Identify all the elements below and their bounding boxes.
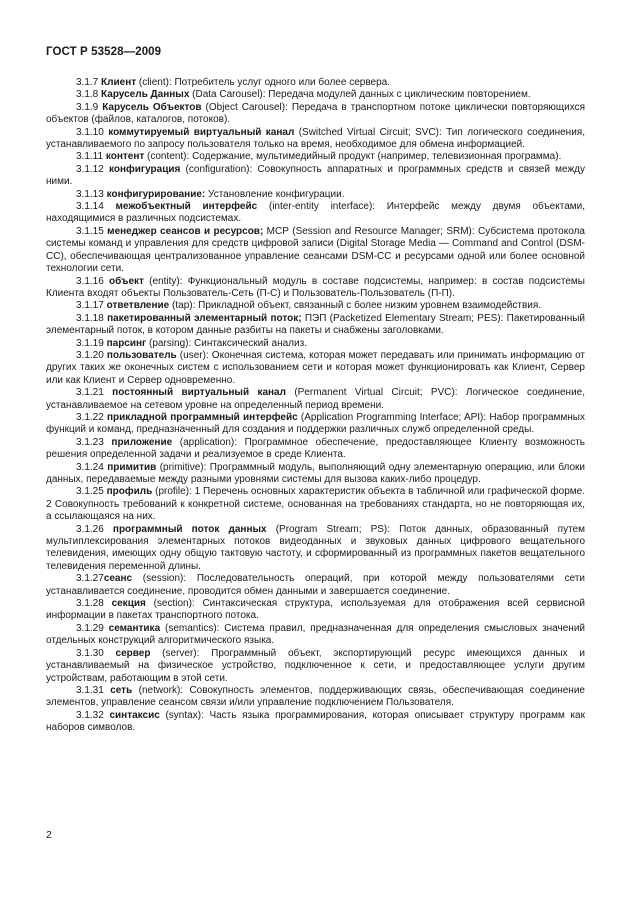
term-name: менеджер сеансов и ресурсов; [107,225,264,237]
term-entry [46,524,585,574]
term-number: 3.1.11 [76,151,106,163]
term-number: 3.1.28 [76,598,112,610]
term-name: примитив [107,461,157,473]
term-number: 3.1.25 [76,486,107,498]
term-entry [46,151,585,163]
term-entry [46,462,585,487]
term-name: Карусель Данных [101,89,190,101]
term-definition: (entity): Функциональный модуль в составе подсистемы, например: в состав подсистемы Клиента входят объекты Пользователь-Сеть (П-С) и Пользователь-Пользователь (П-П). [46,275,585,299]
term-definition: Установление конфигурации. [205,188,345,200]
term-name: контент [105,151,145,163]
term-number: 3.1.30 [76,647,116,659]
term-name: программный поток данных [112,523,267,535]
term-entry [46,486,585,523]
term-number: 3.1.22 [76,411,108,423]
term-number: 3.1.26 [76,523,113,535]
term-name: секция [111,598,146,610]
term-entry [46,350,585,387]
term-name: синтаксис [109,709,160,721]
term-name: пользователь [106,349,177,361]
term-number: 3.1.32 [76,709,110,721]
term-name: приложение [111,436,173,448]
term-entry [46,189,585,201]
term-name: сервер [115,647,151,659]
term-definition: (Data Carousel): Передача модулей данных с циклическим повторением. [189,89,531,101]
term-definition: (content): Содержание, мультимедийный продукт (например, телевизионная программа). [144,151,562,163]
term-entry [46,437,585,462]
term-definition: МСР (Session and Resource Manager; SRM): Субсистема протокола системы команд и управления для средств цифровой записи (Digital Storage Media — Command and Control (DSM-CC), обеспечивающая централизованное управление сеансами DSM-CC и ресурсами одной или более основной технологии сети. [46,225,585,275]
term-number: 3.1.7 [76,77,102,88]
term-entry [46,127,585,152]
term-number: 3.1.23 [76,436,112,448]
term-entry [46,77,585,89]
term-entry [46,300,585,312]
term-name: парсинг [106,337,147,349]
term-number: 3.1.29 [76,622,109,634]
term-entry [46,164,585,189]
term-definition: (semantics): Система правил, предназначенная для определения смысловых значений отдельных конструкций алгоритмического языка. [46,622,585,647]
term-definition: (tap): Прикладной объект, связанный с более низким уровнем взаимодействия. [169,300,542,312]
term-entry [46,648,585,685]
term-entry [46,685,585,710]
term-name: прикладной программный интерфейс [107,411,298,423]
term-definition: (inter-entity interface): Интерфейс между двумя объектами, находящимися в различных подсистемах. [46,201,585,225]
term-definition: (syntax): Часть языка программирования, которая описывает структуру программ как наборов символов. [46,709,585,734]
term-name: Клиент [101,77,137,88]
term-entry [46,338,585,350]
term-number: 3.1.21 [76,387,113,399]
term-name: пакетированный элементарный поток; [107,312,302,324]
term-name: конфигурация [109,163,181,175]
term-definition: (server): Программный объект, экспортирующий ресурс имеющихся данных и устанавливаемый на физическое устройство, подключенное к сети, и предоставляющее услуги другим устройствам, работающим в этой сети. [46,647,585,684]
term-number: 3.1.16 [76,275,110,287]
term-entry [46,412,585,437]
term-entry [46,276,585,301]
term-entry [46,89,585,101]
term-number: 3.1.17 [76,300,107,312]
term-definition: (profile): 1 Перечень основных характеристик объекта в табличной или графической форме. 2 Совокупность требований к конкретной системе, основанная на требованиях стандарта, но не повторяющая их, а ссылающаяся на них. [46,486,585,523]
term-definition: (Program Stream; PS): Поток данных, образованный путем мультиплексирования элементарных потоков видеоданных и звуковых данных цифрового вещательного телевидения, имеющих одну общую тактовую частоту, и сформированный из программных пакетов вещательного телевидения переменной длины. [46,523,585,572]
term-entry [46,102,585,127]
document-header: ГОСТ Р 53528—2009 [46,46,162,58]
term-number: 3.1.14 [76,201,116,213]
term-number: 3.1.12 [76,163,110,175]
term-name: межобъектный интерфейс [115,201,258,213]
term-number: 3.1.9 [76,101,103,113]
term-number: 3.1.13 [76,188,107,200]
term-name: постоянный виртуальный канал [112,387,286,399]
term-entry [46,573,585,598]
term-number: 3.1.19 [76,337,107,349]
term-name: ответвление [106,300,170,312]
term-entry [46,201,585,226]
term-entry [46,387,585,412]
term-definition: (primitive): Программный модуль, выполняющий одну элементарную операцию, или блоки данных, передаваемые между разными уровнями системы для вызова каких-либо процедур. [46,461,585,485]
term-number: 3.1.24 [76,461,108,473]
term-name: сеанс [103,573,133,585]
term-name: профиль [106,486,153,498]
term-definition: (Permanent Virtual Circuit; PVC): Логическое соединение, устанавливаемое на сетевом уровне на определенный период времени. [46,387,585,411]
term-name: Карусель Объектов [102,101,202,113]
term-entry [46,623,585,648]
term-number: 3.1.8 [76,89,102,101]
term-definition: (Object Carousel): Передача в транспортном потоке циклически повторяющихся объектов (файлов, каталогов, потоков). [46,101,585,126]
term-name: коммутируемый виртуальный канал [108,126,295,138]
term-definition: (Application Programming Interface; API): Набор программных функций и команд, предназначенный для создания и поддержки различных служб определенной среды. [46,411,585,436]
term-definition: (Switched Virtual Circuit; SVC): Тип логического соединения, устанавливаемого по запросу пользователя только на время, необходимое для обмена информацией. [46,126,585,151]
term-definition: (client): Потребитель услуг одного или более сервера. [136,77,390,88]
term-number: 3.1.10 [76,126,109,138]
term-name: конфигурирование: [106,188,206,200]
term-entry [46,226,585,276]
term-number: 3.1.27 [76,573,104,585]
terms-list [46,77,585,735]
term-definition: (application): Программное обеспечение, предоставляющее Клиенту возможность решения определенной задачи и реализуемое в среде Клиента. [46,436,585,461]
term-definition: (user): Оконечная система, которая может передавать или принимать информацию от других таких же оконечных систем с использованием сети и которая может функционировать как Клиент, Сервер или как Клиент и Сервер одновременно. [46,349,585,386]
term-definition: (configuration): Совокупность аппаратных и программных средств и связей между ними. [46,163,585,188]
term-definition: (network): Совокупность элементов, поддерживающих связь, обеспечивающая соединение элементов, управление сеансом связи и/или управление подключением Пользователя. [46,684,585,709]
term-name: объект [109,275,144,287]
term-entry [46,710,585,735]
page-number: 2 [46,829,52,841]
term-definition: (parsing): Синтаксический анализ. [146,337,307,349]
term-name: сеть [110,684,133,696]
term-definition: (session): Последовательность операций, при которой между пользователями сети устанавливается соединение, проводится обмен данными и завершается соединение. [46,573,585,597]
term-number: 3.1.20 [76,349,107,361]
term-definition: (section): Синтаксическая структура, используемая для отображения всей сервисной информации в пакетах транспортного потока. [46,598,585,622]
term-entry [46,598,585,623]
term-number: 3.1.15 [76,225,108,237]
term-entry [46,313,585,338]
term-number: 3.1.31 [76,684,111,696]
term-definition: ПЭП (Packetized Elementary Stream; PES): Пакетированный элементарный поток, в котором данные разбиты на пакеты и снабжены заголовками. [46,312,585,337]
term-name: семантика [108,622,161,634]
term-number: 3.1.18 [76,312,108,324]
